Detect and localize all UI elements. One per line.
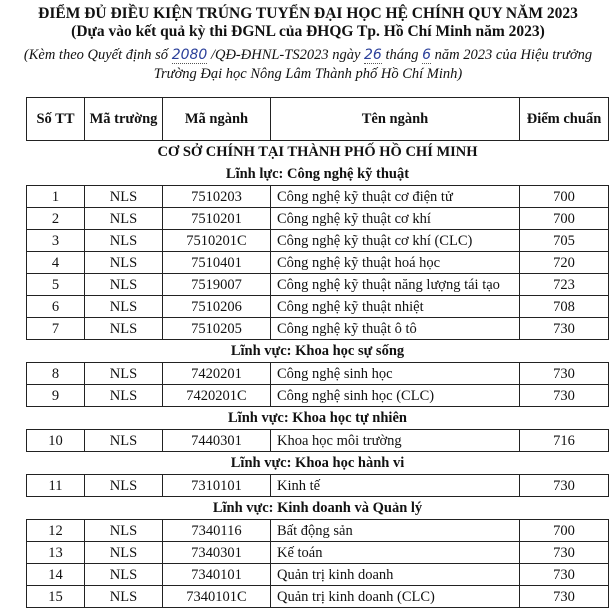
group-label: Lĩnh lực: Công nghệ kỹ thuật xyxy=(27,163,609,186)
header-stt: Số TT xyxy=(27,98,85,141)
table-row xyxy=(27,274,609,296)
group-label: Lĩnh vực: Khoa học sự sống xyxy=(27,340,609,363)
table-row xyxy=(27,230,609,252)
group-header-row xyxy=(27,452,609,475)
row-major-code: 7420201 xyxy=(163,363,271,385)
decision-day: 26 xyxy=(364,47,382,63)
table-body xyxy=(27,141,609,608)
row-major-name: Công nghệ sinh học xyxy=(271,363,520,385)
row-school-code: NLS xyxy=(85,385,163,407)
table-row xyxy=(27,542,609,564)
row-score: 730 xyxy=(520,475,609,497)
row-major-code: 7340301 xyxy=(163,542,271,564)
row-major-code: 7510201C xyxy=(163,230,271,252)
row-stt: 9 xyxy=(27,385,85,407)
row-major-code: 7440301 xyxy=(163,430,271,452)
group-header-row xyxy=(27,163,609,186)
campus-row xyxy=(27,141,609,164)
table-row xyxy=(27,520,609,542)
group-header-row xyxy=(27,340,609,363)
row-score: 730 xyxy=(520,385,609,407)
row-major-name: Bất động sản xyxy=(271,520,520,542)
row-school-code: NLS xyxy=(85,475,163,497)
table-row xyxy=(27,430,609,452)
note-line2: Trường Đại học Nông Lâm Thành phố Hồ Chí Minh) xyxy=(153,66,463,82)
row-score: 730 xyxy=(520,542,609,564)
row-score: 730 xyxy=(520,363,609,385)
header-score: Điểm chuẩn xyxy=(520,98,609,141)
group-label: Lĩnh vực: Kinh doanh và Quản lý xyxy=(27,497,609,520)
row-major-name: Công nghệ kỹ thuật hoá học xyxy=(271,252,520,274)
table-row xyxy=(27,186,609,208)
row-school-code: NLS xyxy=(85,542,163,564)
table-row xyxy=(27,363,609,385)
row-score: 730 xyxy=(520,586,609,608)
row-major-name: Kinh tế xyxy=(271,475,520,497)
row-school-code: NLS xyxy=(85,586,163,608)
table-header-row xyxy=(27,98,609,141)
row-school-code: NLS xyxy=(85,296,163,318)
row-stt: 6 xyxy=(27,296,85,318)
row-major-code: 7340101C xyxy=(163,586,271,608)
note-prefix: (Kèm theo Quyết định số xyxy=(23,47,172,63)
row-school-code: NLS xyxy=(85,186,163,208)
header-school-code: Mã trường xyxy=(85,98,163,141)
document-subtitle: (Dựa vào kết quả kỳ thi ĐGNL của ĐHQG Tp. Hồ Chí Minh năm 2023) xyxy=(71,23,545,40)
admission-score-table xyxy=(26,97,609,608)
row-major-name: Công nghệ kỹ thuật cơ điện tử xyxy=(271,186,520,208)
row-major-name: Quản trị kinh doanh (CLC) xyxy=(271,586,520,608)
table-row xyxy=(27,475,609,497)
header-major-name: Tên ngành xyxy=(271,98,520,141)
row-stt: 7 xyxy=(27,318,85,340)
row-stt: 8 xyxy=(27,363,85,385)
row-stt: 1 xyxy=(27,186,85,208)
table-row xyxy=(27,564,609,586)
row-score: 720 xyxy=(520,252,609,274)
row-school-code: NLS xyxy=(85,252,163,274)
row-major-code: 7510201 xyxy=(163,208,271,230)
row-school-code: NLS xyxy=(85,564,163,586)
header-major-code: Mã ngành xyxy=(163,98,271,141)
note-mid1: /QĐ-ĐHNL-TS2023 ngày xyxy=(207,47,365,63)
row-school-code: NLS xyxy=(85,274,163,296)
row-school-code: NLS xyxy=(85,230,163,252)
table-row xyxy=(27,385,609,407)
row-score: 700 xyxy=(520,208,609,230)
table-row xyxy=(27,208,609,230)
decision-number: 2080 xyxy=(171,47,208,63)
table-row xyxy=(27,252,609,274)
row-major-code: 7510203 xyxy=(163,186,271,208)
row-stt: 11 xyxy=(27,475,85,497)
row-major-name: Quản trị kinh doanh xyxy=(271,564,520,586)
row-score: 700 xyxy=(520,520,609,542)
row-major-name: Công nghệ kỹ thuật cơ khí (CLC) xyxy=(271,230,520,252)
row-score: 708 xyxy=(520,296,609,318)
group-label: Lĩnh vực: Khoa học hành vi xyxy=(27,452,609,475)
group-label: Lĩnh vực: Khoa học tự nhiên xyxy=(27,407,609,430)
row-major-name: Công nghệ kỹ thuật ô tô xyxy=(271,318,520,340)
row-score: 730 xyxy=(520,564,609,586)
row-major-name: Kế toán xyxy=(271,542,520,564)
row-score: 705 xyxy=(520,230,609,252)
table-row xyxy=(27,586,609,608)
row-major-code: 7519007 xyxy=(163,274,271,296)
note-mid2: tháng xyxy=(381,47,423,63)
row-major-code: 7510206 xyxy=(163,296,271,318)
decision-month: 6 xyxy=(422,47,432,63)
row-score: 730 xyxy=(520,318,609,340)
row-major-name: Công nghệ kỹ thuật nhiệt xyxy=(271,296,520,318)
row-stt: 3 xyxy=(27,230,85,252)
group-header-row xyxy=(27,407,609,430)
row-score: 700 xyxy=(520,186,609,208)
row-stt: 14 xyxy=(27,564,85,586)
decision-note xyxy=(0,46,616,84)
row-major-code: 7340116 xyxy=(163,520,271,542)
row-school-code: NLS xyxy=(85,520,163,542)
table-row xyxy=(27,318,609,340)
row-major-name: Khoa học môi trường xyxy=(271,430,520,452)
row-major-code: 7310101 xyxy=(163,475,271,497)
group-header-row xyxy=(27,497,609,520)
row-stt: 2 xyxy=(27,208,85,230)
row-major-name: Công nghệ kỹ thuật cơ khí xyxy=(271,208,520,230)
row-stt: 4 xyxy=(27,252,85,274)
row-major-code: 7510401 xyxy=(163,252,271,274)
row-major-name: Công nghệ kỹ thuật năng lượng tái tạo xyxy=(271,274,520,296)
table-row xyxy=(27,296,609,318)
row-stt: 12 xyxy=(27,520,85,542)
row-major-code: 7420201C xyxy=(163,385,271,407)
row-stt: 5 xyxy=(27,274,85,296)
row-stt: 10 xyxy=(27,430,85,452)
row-major-code: 7510205 xyxy=(163,318,271,340)
row-school-code: NLS xyxy=(85,363,163,385)
campus-label: CƠ SỞ CHÍNH TẠI THÀNH PHỐ HỒ CHÍ MINH xyxy=(27,141,609,164)
row-stt: 13 xyxy=(27,542,85,564)
row-school-code: NLS xyxy=(85,318,163,340)
note-suffix: năm 2023 của Hiệu trưởng xyxy=(431,47,593,63)
row-stt: 15 xyxy=(27,586,85,608)
row-school-code: NLS xyxy=(85,430,163,452)
row-score: 723 xyxy=(520,274,609,296)
row-score: 716 xyxy=(520,430,609,452)
row-school-code: NLS xyxy=(85,208,163,230)
row-major-name: Công nghệ sinh học (CLC) xyxy=(271,385,520,407)
document-title: ĐIỂM ĐỦ ĐIỀU KIỆN TRÚNG TUYỂN ĐẠI HỌC HỆ CHÍNH QUY NĂM 2023 xyxy=(38,5,578,22)
row-major-code: 7340101 xyxy=(163,564,271,586)
